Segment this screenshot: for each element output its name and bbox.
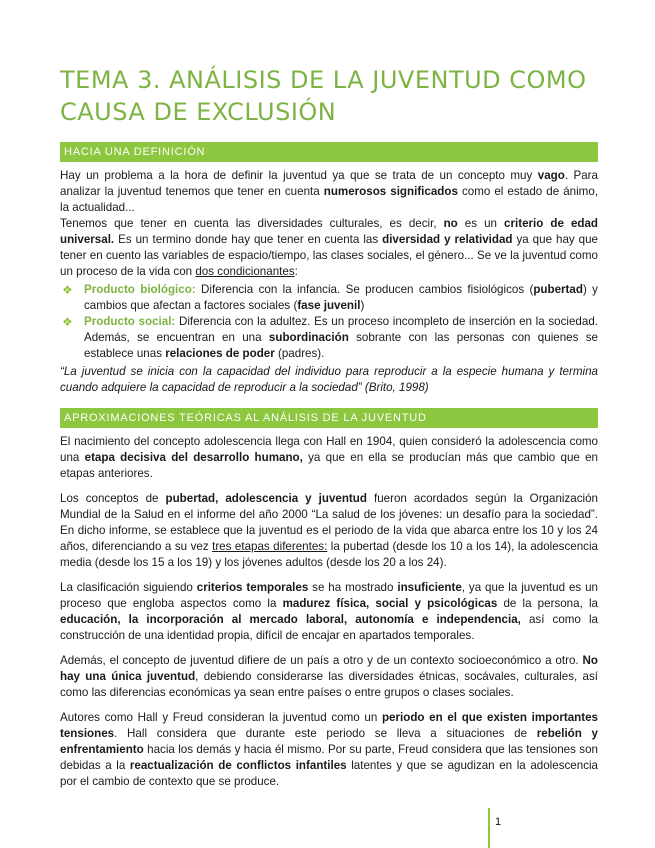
paragraph: Además, el concepto de juventud difiere de un país a otro y de un contexto socioeconómico a otro. No hay una única juventud, debiendo considerarse las diversidades étnicas, socávales, culturales, así como las diferencias económicas ya sean entre países o entre grupos o clases sociales. (60, 654, 598, 699)
diamond-bullet-icon: ❖ (62, 315, 73, 329)
document-page (60, 0, 598, 790)
paragraph: Hay un problema a la hora de definir la juventud ya que se trata de un concepto muy vago. Para analizar la juventud tenemos que tener en cuenta numerosos significados como el estado de ánimo, la actualidad... (60, 169, 599, 214)
list-item: ❖ Producto biológico: Diferencia con la infancia. Se producen cambios fisiológicos (pubertad) y cambios que afectan a factores sociales (fase juvenil) (62, 283, 598, 312)
page-number: 1 (495, 816, 502, 828)
section-aproximaciones-body (60, 434, 598, 790)
paragraph: El nacimiento del concepto adolescencia llega con Hall en 1904, quien consideró la adolescencia como una etapa decisiva del desarrollo humano, ya que en ella se producían más que cambio que en etapas anteriores. (60, 435, 598, 480)
paragraph: La clasificación siguiendo criterios temporales se ha mostrado insuficiente, ya que la juventud es un proceso que engloba aspectos como la madurez física, social y psicológicas de la persona, la educación, la incorporación al mercado laboral, autonomía e independencia, así como la construcción de una identidad propia, difícil de encajar en apartados temporales. (60, 581, 598, 642)
quote: “La juventud se inicia con la capacidad del individuo para reproducir a la especie humana y termina cuando adquiere la capacidad de reproducir a la sociedad” (Brito, 1998) (60, 365, 598, 394)
paragraph: Tenemos que tener en cuenta las diversidades culturales, es decir, no es un criterio de edad universal. Es un termino donde hay que tener en cuenta las diversidad y relatividad ya que hay que tener en cuento las variables de espacio/tiempo, las clases sociales, el género... Se ve la juventud como un proceso de la vida con dos condicionantes: (60, 217, 599, 278)
bullet-list (60, 282, 598, 362)
section-definicion-body (60, 168, 598, 396)
footer-divider (488, 808, 490, 848)
paragraph: Los conceptos de pubertad, adolescencia y juventud fueron acordados según la Organización Mundial de la Salud en el informe del año 2000 “La salud de los jóvenes: un desafío para la sociedad”. En dicho informe, se establece que la juventud es el periodo de la vida que abarca entre los 10 y los 24 años, diferenciando a su vez tres etapas diferentes: la pubertad (desde los 10 a los 14), la adolescencia media (desde los 15 a los 19) y los jóvenes adultos (desde los 20 a los 24). (60, 492, 598, 569)
section-heading-definicion: HACIA UNA DEFINICIÓN (60, 142, 598, 162)
diamond-bullet-icon: ❖ (62, 283, 73, 297)
page-title: TEMA 3. ANÁLISIS DE LA JUVENTUD COMO CAUSA DE EXCLUSIÓN (60, 66, 587, 126)
section-heading-aproximaciones: APROXIMACIONES TEÓRICAS AL ANÁLISIS DE LA JUVENTUD (60, 408, 598, 428)
paragraph: Autores como Hall y Freud consideran la juventud como un periodo en el que existen importantes tensiones. Hall considera que durante este periodo se lleva a situaciones de rebelión y enfrentamiento hacia los demás y hacia él mismo. Por su parte, Freud considera que las tensiones son debidas a la reactualización de conflictos infantiles latentes y que se agudizan en la adolescencia por el cambio de contexto que se produce. (60, 711, 599, 788)
list-item: ❖ Producto social: Diferencia con la adultez. Es un proceso incompleto de inserción en la sociedad. Además, se encuentran en una subordinación sobrante con las personas con quienes se establece unas relaciones de poder (padres). (62, 315, 598, 360)
